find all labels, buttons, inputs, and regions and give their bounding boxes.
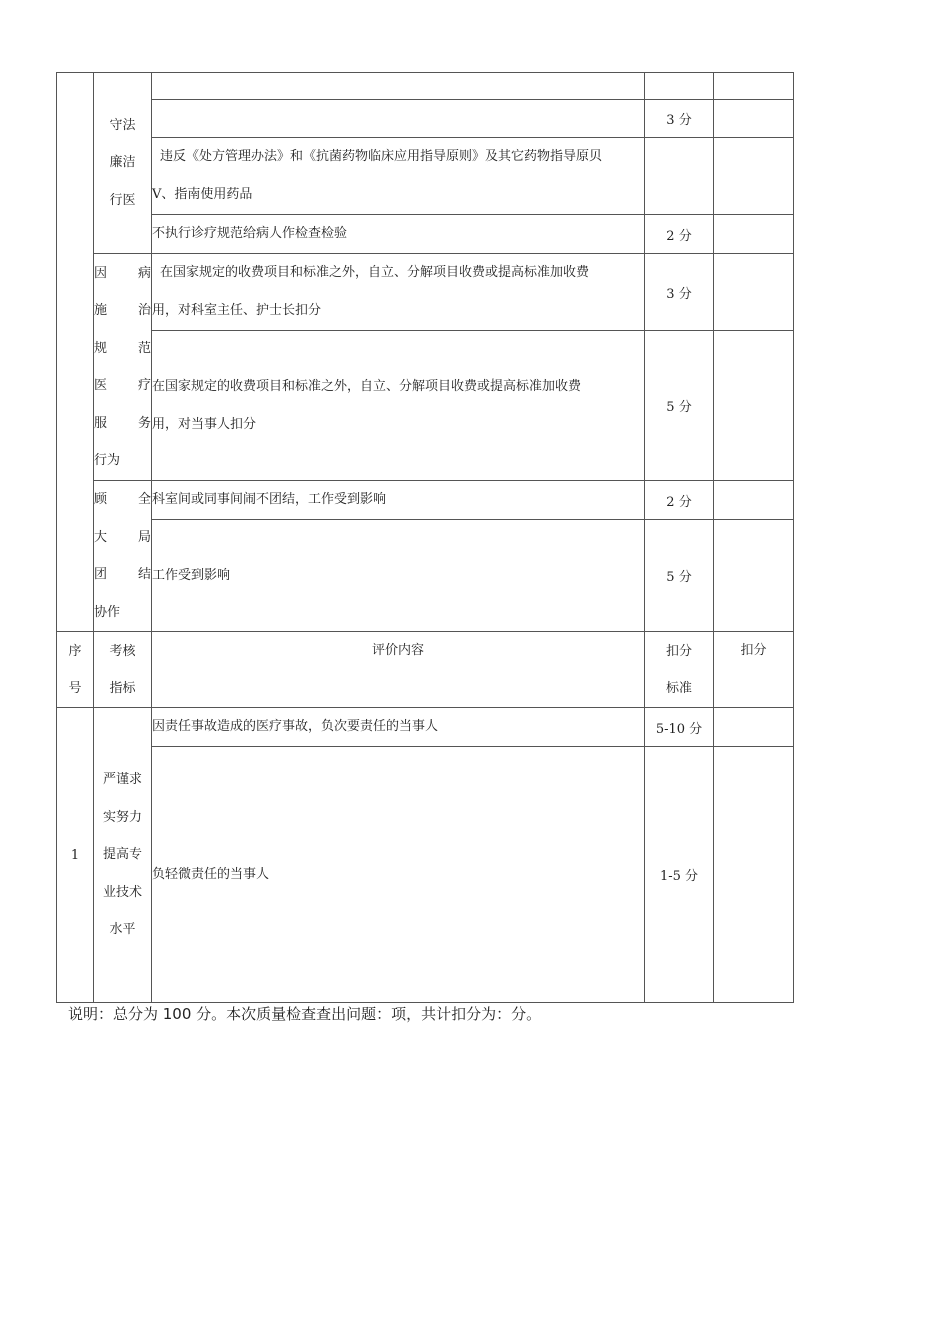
header-row [57, 632, 794, 708]
indicator-cell-g4: 严谨求 实努力 提高专 业技术 水平 [94, 708, 152, 1003]
content-cell: 不执行诊疗规范给病人作检查检验 [152, 215, 645, 254]
table-row [57, 73, 794, 100]
indicator-cell-g2: 因 病 施 治 规 范 医 疗 服 务 行为 [94, 254, 152, 481]
content-cell: 在国家规定的收费项目和标准之外，自立、分解项目收费或提高标准加收费 用，对当事人扣分 [152, 331, 645, 481]
deduct-cell [714, 747, 794, 1003]
table-row [57, 138, 794, 215]
serial-cell [57, 73, 94, 632]
table-row [57, 215, 794, 254]
header-deduct: 扣分 [714, 632, 794, 708]
score-cell: 5-10 分 [645, 708, 714, 747]
content-cell: 在国家规定的收费项目和标准之外，自立、分解项目收费或提高标准加收费 用，对科室主任、护士长扣分 [152, 254, 645, 331]
deduct-cell [714, 215, 794, 254]
deduct-cell [714, 331, 794, 481]
footnote: 说明：总分为 100 分。本次质量检查查出问题：项，共计扣分为：分。 [68, 1005, 542, 1023]
score-cell [645, 138, 714, 215]
score-cell: 1-5 分 [645, 747, 714, 1003]
deduct-cell [714, 73, 794, 100]
score-cell: 5 分 [645, 331, 714, 481]
deduct-cell [714, 138, 794, 215]
content-cell [152, 73, 645, 100]
content-cell: 违反《处方管理办法》和《抗菌药物临床应用指导原则》及其它药物指导原贝 V、指南使用药品 [152, 138, 645, 215]
score-cell: 2 分 [645, 215, 714, 254]
score-cell: 3 分 [645, 254, 714, 331]
table-row [57, 100, 794, 138]
deduct-cell [714, 254, 794, 331]
table-row [57, 331, 794, 481]
serial-cell: 1 [57, 708, 94, 1003]
deduct-cell [714, 708, 794, 747]
score-cell: 3 分 [645, 100, 714, 138]
indicator-cell-g1: 守法 廉洁 行医 [94, 73, 152, 254]
evaluation-table [56, 72, 794, 1003]
content-cell: 工作受到影响 [152, 520, 645, 632]
content-cell: 科室间或同事间闹不团结，工作受到影响 [152, 481, 645, 520]
deduct-cell [714, 520, 794, 632]
table-row [57, 520, 794, 632]
table-row [57, 254, 794, 331]
header-content: 评价内容 [152, 632, 645, 708]
header-indicator: 考核 指标 [94, 632, 152, 708]
table-row [57, 708, 794, 747]
content-cell [152, 100, 645, 138]
score-cell: 5 分 [645, 520, 714, 632]
table-row [57, 747, 794, 1003]
deduct-cell [714, 100, 794, 138]
table-row [57, 481, 794, 520]
deduct-cell [714, 481, 794, 520]
header-standard: 扣分 标准 [645, 632, 714, 708]
score-cell [645, 73, 714, 100]
header-seq: 序 号 [57, 632, 94, 708]
score-cell: 2 分 [645, 481, 714, 520]
content-cell: 负轻微责任的当事人 [152, 747, 645, 1003]
indicator-cell-g3: 顾 全 大 局 团 结 协作 [94, 481, 152, 632]
content-cell: 因责任事故造成的医疗事故，负次要责任的当事人 [152, 708, 645, 747]
